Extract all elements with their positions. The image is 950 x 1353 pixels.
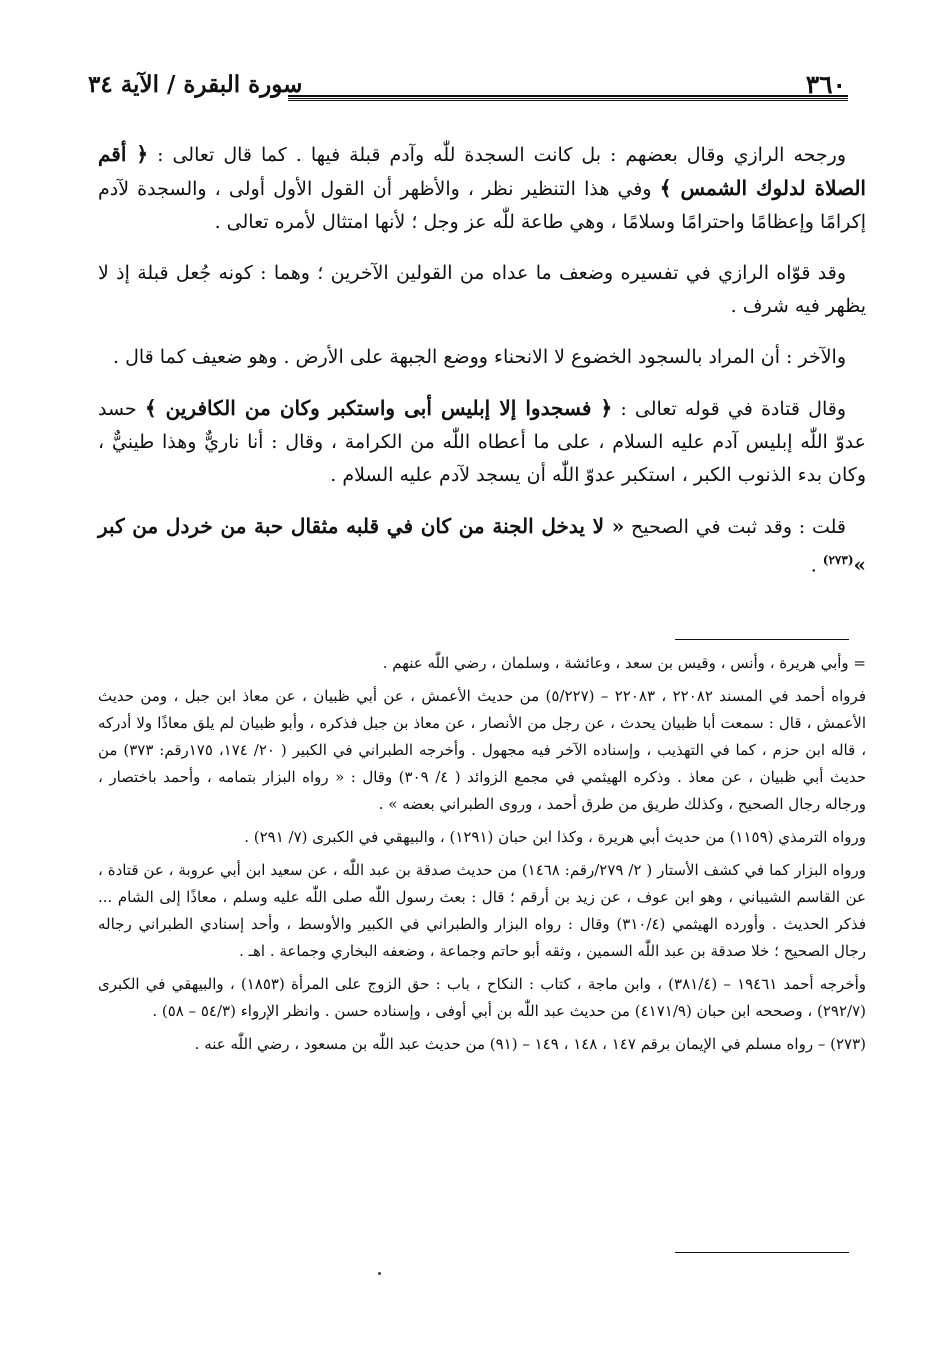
footnote-1: = وأبي هريرة ، وأنس ، وقيس بن سعد ، وعائشة ، وسلمان ، رضي اللّٰه عنهم . [382,654,866,672]
paragraph-1: ورجحه الرازي وقال بعضهم : بل كانت السجدة للّٰه وآدم قبلة فيها . كما قال تعالى : ﴿ أقم الصلاة لدلوك الشمس ﴾ وفي هذا التنظير نظر ، والأظهر أن القول الأول أولى ، والسجدة لآدم إكرامًا وإعظامًا واحترامًا وسلامًا ، وهي طاعة للّٰه عز وجل ؛ لأنها امتثال لأمره تعالى . [98,142,866,233]
paragraph-4: وقال قتادة في قوله تعالى : ﴿ فسجدوا إلا إبليس أبى واستكبر وكان من الكافرين ﴾ حسد عدوّ اللّٰه إبليس آدم عليه السلام ، على ما أعطاه اللّٰه من الكرامة ، وقال : أنا ناريٌّ وهذا طينيٌّ ، وكان بدء الذنوب الكبر ، استكبر عدوّ اللّٰه أن يسجد لآدم عليه السلام . [98,396,866,486]
footnote-4: ورواه البزار كما في كشف الأستار ( ٢/ ٢٧٩/رقم: ١٤٦٨) من حديث صدقة بن عبد اللّٰه ، عن سعيد ابن أبي عروبة ، عن قتادة ، عن القاسم الشيباني ، وهو ابن عوف ، عن زيد بن أرقم ؛ قال : بعث رسول اللّٰه صلى اللّٰه عليه وسلم ، معاذًا إلى الشام ... فذكر الحديث . وأورده الهيثمي (٣١٠/٤) وقال : رواه البزار والطبراني في الكبير والأوسط ، وأحد إسنادي الطبراني رجاله رجال الصحيح ؛ خلا صدقة بن عبد اللّٰه السمين ، وثقه أبو حاتم وجماعة ، وضعفه البخاري وجماعة . اهـ . [98,861,866,960]
paragraph-2: وقد قوّاه الرازي في تفسيره وضعف ما عداه من القولين الآخرين ؛ وهما : كونه جُعل قبلة إذ لا يظهر فيه شرف . [98,262,866,317]
page-header [88,68,846,108]
footnote-6: (٢٧٣) – رواه مسلم في الإيمان برقم ١٤٧ ، ١٤٨ ، ١٤٩ – (٩١) من حديث عبد اللّٰه بن مسعود ، رضي اللّٰه عنه . [194,1035,866,1053]
hadith-quote: « لا يدخل الجنة من كان في قلبه مثقال حبة من خردل من كبر » [98,514,866,577]
quran-quote: ﴿ أقم الصلاة لدلوك الشمس ﴾ [98,142,866,200]
print-speck [378,1272,381,1275]
page-number: ٣٦٠ [805,70,846,99]
paragraph-5: قلت : وقد ثبت في الصحيح « لا يدخل الجنة من كان في قلبه مثقال حبة من خردل من كبر »$^{(٢٧٣)}$ . [98,514,866,577]
footnote-end-rule [675,1252,849,1253]
header-rule [288,95,848,101]
footnote-rule [675,639,849,640]
main-text [98,138,866,600]
quran-quote: ﴿ فسجدوا إلا إبليس أبى واستكبر وكان من الكافرين ﴾ [144,396,613,420]
footnotes [98,650,866,1064]
footnote-3: ورواه الترمذي (١١٥٩) من حديث أبي هريرة ، وكذا ابن حبان (١٢٩١) ، والبيهقي في الكبرى (٧/ ٢٩١) . [244,828,866,846]
paragraph-3: والآخر : أن المراد بالسجود الخضوع لا الانحناء ووضع الجبهة على الأرض . وهو ضعيف كما قال . [113,346,846,368]
footnote-2: فرواه أحمد في المسند ٢٢٠٨٢ ، ٢٢٠٨٣ – (٥/٢٢٧) من حديث الأعمش ، عن أبي ظبيان ، عن معاذ ابن جبل ، ومن حديث الأعمش ، قال : سمعت أبا ظبيان يحدث ، عن رجل من الأنصار ، عن معاذ بن جبل فذكره ، وأبو ظبيان لم يلق معاذًا ولا أدركه ، قاله ابن حزم ، كما في التهذيب ، وإسناده الآخر فيه مجهول . وأخرجه الطبراني في الكبير ( ٢٠/ ١٧٤، ١٧٥رقم: ٣٧٣) من حديث أبي ظبيان ، عن معاذ . وذكره الهيثمي في مجمع الزوائد ( ٤/ ٣٠٩) وقال : « رواه البزار بتمامه ، وأحمد باختصار ، ورجاله رجال الصحيح ، وكذلك طريق من طرق أحمد ، وروى الطبراني بعضه » . [98,687,867,813]
footnote-5: وأخرجه أحمد ١٩٤٦١ – (٣٨١/٤) ، وابن ماجة ، كتاب : النكاح ، باب : حق الزوج على المرأة (١٨٥٣) ، والبيهقي في الكبرى (٢٩٢/٧) ، وصححه ابن حبان (٤١٧١/٩) من حديث عبد اللّٰه بن أبي أوفى ، وإسناده حسن . وانظر الإرواء (٥٤/٣ – ٥٨) . [98,975,867,1020]
footnote-ref: (٢٧٣) [822,553,854,567]
running-head: سورة البقرة / الآية ٣٤ [88,71,303,98]
